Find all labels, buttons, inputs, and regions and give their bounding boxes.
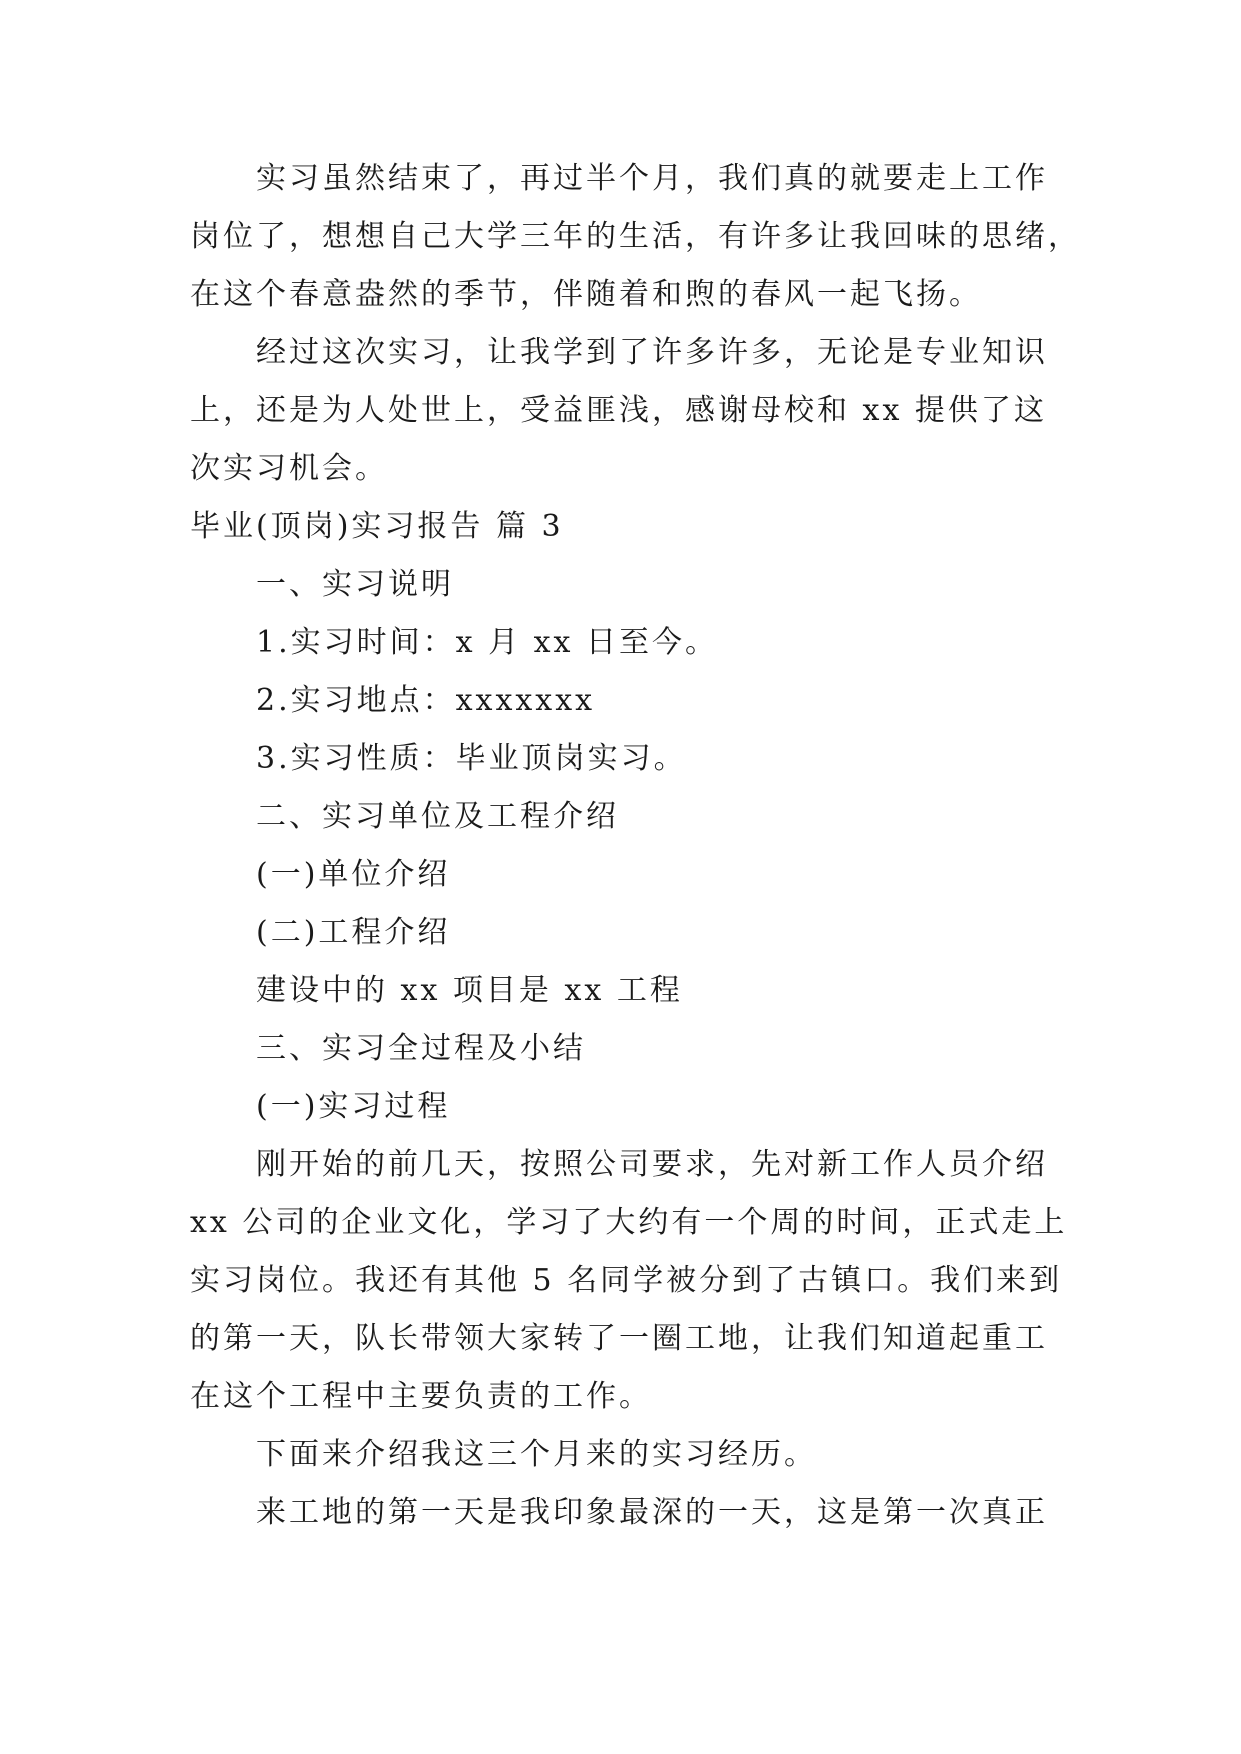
subheading-project: (二)工程介绍	[256, 915, 451, 950]
text-line: 来工地的第一天是我印象最深的一天，这是第一次真正	[256, 1495, 1048, 1530]
list-item-location: 2.实习地点：xxxxxxx	[256, 683, 596, 718]
text-line: xx 公司的企业文化，学习了大约有一个周的时间，正式走上	[190, 1205, 1068, 1240]
text-line: 在这个春意盎然的季节，伴随着和煦的春风一起飞扬。	[190, 277, 982, 312]
text-line: 的第一天，队长带领大家转了一圈工地，让我们知道起重工	[190, 1321, 1048, 1356]
paragraph-internship-ending	[190, 150, 1081, 324]
paragraph-first-days	[190, 1136, 1068, 1426]
text-line: 次实习机会。	[190, 451, 388, 486]
paragraph-gratitude	[190, 324, 1052, 498]
text-line: 经过这次实习，让我学到了许多许多，无论是专业知识	[256, 335, 1048, 370]
text-line: 实习虽然结束了，再过半个月，我们真的就要走上工作	[256, 161, 1048, 196]
heading-full-process: 三、实习全过程及小结	[256, 1031, 586, 1066]
list-item-time: 1.实习时间：x 月 xx 日至今。	[256, 625, 718, 660]
paragraph-first-day-site	[190, 1484, 1052, 1542]
heading-unit-and-project: 二、实习单位及工程介绍	[256, 799, 619, 834]
subheading-unit: (一)单位介绍	[256, 857, 451, 892]
text-line: 上，还是为人处世上，受益匪浅，感谢母校和 xx 提供了这	[190, 393, 1047, 428]
document-page	[190, 150, 1081, 1542]
project-description: 建设中的 xx 项目是 xx 工程	[256, 973, 683, 1008]
subheading-process: (一)实习过程	[256, 1089, 451, 1124]
paragraph-experience-intro: 下面来介绍我这三个月来的实习经历。	[256, 1437, 817, 1472]
text-line: 岗位了，想想自己大学三年的生活，有许多让我回味的思绪，	[190, 219, 1081, 254]
section-title: 毕业(顶岗)实习报告 篇 3	[190, 509, 564, 544]
text-line: 在这个工程中主要负责的工作。	[190, 1379, 652, 1414]
heading-internship-description: 一、实习说明	[256, 567, 454, 602]
text-line: 实习岗位。我还有其他 5 名同学被分到了古镇口。我们来到	[190, 1263, 1063, 1298]
text-line: 刚开始的前几天，按照公司要求，先对新工作人员介绍	[256, 1147, 1048, 1182]
list-item-nature: 3.实习性质：毕业顶岗实习。	[256, 741, 687, 776]
